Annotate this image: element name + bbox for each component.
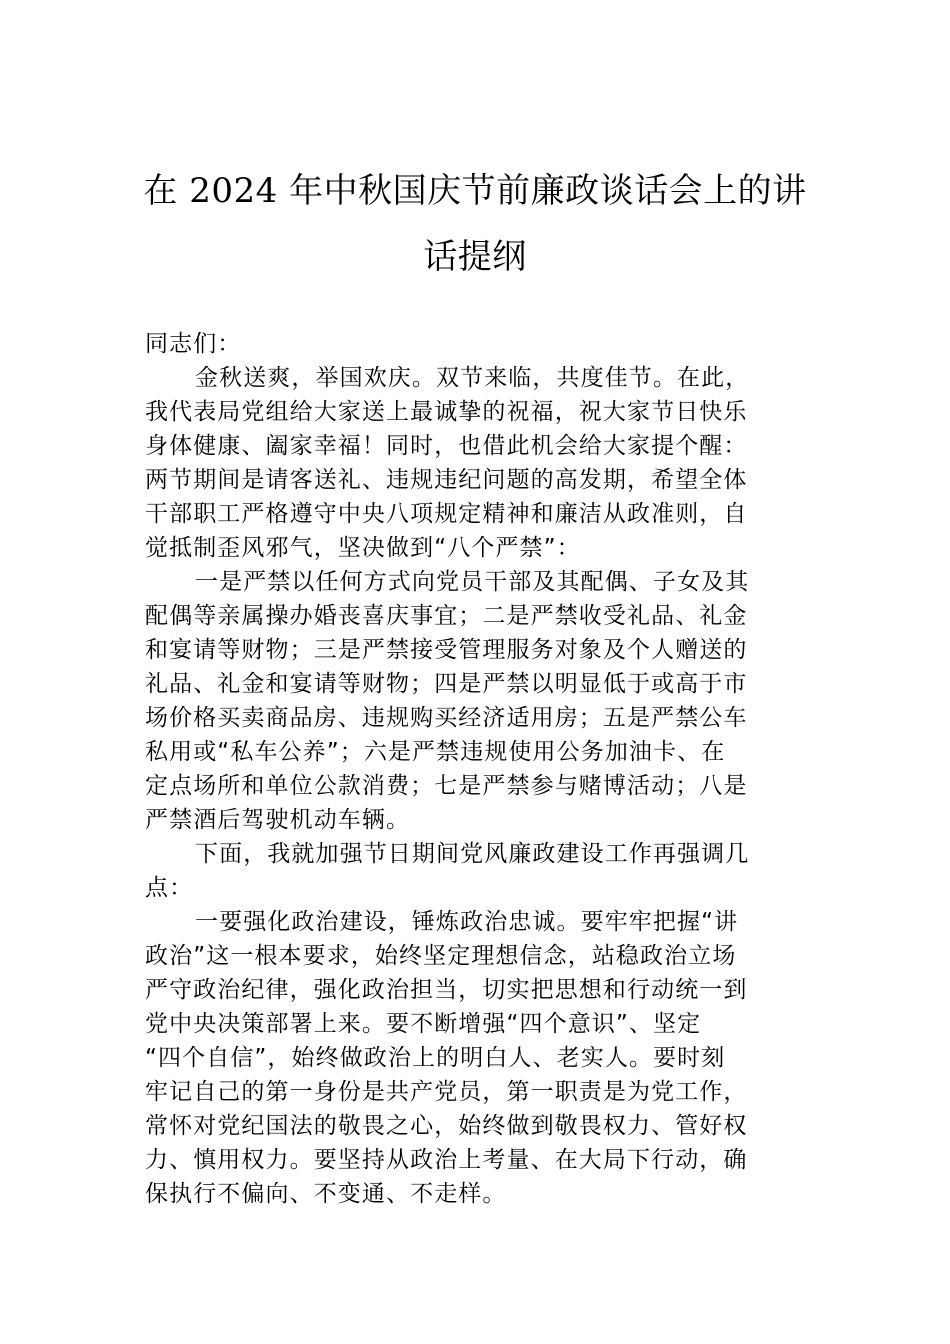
text-line: 礼品、礼金和宴请等财物；四是严禁以明显低于或高于市 <box>145 671 748 697</box>
text-line: 下面，我就加强节日期间党风廉政建设工作再强调几 <box>195 841 750 867</box>
text-line: 场价格买卖商品房、违规购买经济适用房；五是严禁公车 <box>145 705 748 731</box>
text-line: 配偶等亲属操办婚丧喜庆事宜；二是严禁收受礼品、礼金 <box>145 603 748 629</box>
text-line: 保执行不偏向、不变通、不走样。 <box>145 1181 507 1207</box>
text-line: 力、慎用权力。要坚持从政治上考量、在大局下行动，确 <box>145 1147 748 1173</box>
paragraph-political-building <box>145 905 809 939</box>
paragraph-greeting <box>145 361 809 395</box>
text-line: 觉抵制歪风邪气，坚决做到“八个严禁”： <box>145 535 581 561</box>
title-line: 话提纲 <box>423 237 527 277</box>
text-line: 两节期间是请客送礼、违规违纪问题的高发期，希望全体 <box>145 467 748 493</box>
salutation <box>145 327 809 361</box>
text-line: 金秋送爽，举国欢庆。双节来临，共度佳节。在此， <box>195 365 750 391</box>
text-line: 定点场所和单位公款消费；七是严禁参与赌博活动；八是 <box>145 773 748 799</box>
text-line: 我代表局党组给大家送上最诚挚的祝福，祝大家节日快乐 <box>145 399 748 425</box>
text-line: 和宴请等财物；三是严禁接受管理服务对象及个人赠送的 <box>145 637 748 663</box>
text-line: 干部职工严格遵守中央八项规定精神和廉洁从政准则，自 <box>145 501 748 527</box>
text-line: “四个自信”，始终做政治上的明白人、老实人。要时刻 <box>145 1045 726 1071</box>
document-body <box>145 327 809 1211</box>
text-line: 党中央决策部署上来。要不断增强“四个意识”、坚定 <box>145 1011 702 1037</box>
text-line: 政治”这一根本要求，始终坚定理想信念，站稳政治立场 <box>145 943 737 969</box>
text-line: 严禁酒后驾驶机动车辆。 <box>145 807 411 833</box>
text-line: 严守政治纪律，强化政治担当，切实把思想和行动统一到 <box>145 977 748 1003</box>
text-line: 点： <box>145 875 194 901</box>
text-line: 一是严禁以任何方式向党员干部及其配偶、子女及其 <box>195 569 750 595</box>
text-line: 私用或“私车公养”；六是严禁违规使用公务加油卡、在 <box>145 739 726 765</box>
paragraph-greeting-cont <box>145 395 809 565</box>
paragraph-intro-points <box>145 837 809 871</box>
title-line: 在 2024 年中秋国庆节前廉政谈话会上的讲 <box>143 171 807 211</box>
text-line: 身体健康、阖家幸福！同时，也借此机会给大家提个醒： <box>145 433 748 459</box>
paragraph-political-building-cont <box>145 939 809 1211</box>
text-line: 常怀对党纪国法的敬畏之心，始终做到敬畏权力、管好权 <box>145 1113 748 1139</box>
text-line: 同志们： <box>145 331 242 357</box>
text-line: 一要强化政治建设，锤炼政治忠诚。要牢牢把握“讲 <box>195 909 739 935</box>
text-line: 牢记自己的第一身份是共产党员，第一职责是为党工作， <box>145 1079 748 1105</box>
paragraph-intro-points-cont <box>145 871 809 905</box>
paragraph-eight-prohibitions <box>145 565 809 599</box>
paragraph-eight-prohibitions-cont <box>145 599 809 837</box>
document-title <box>130 158 820 290</box>
